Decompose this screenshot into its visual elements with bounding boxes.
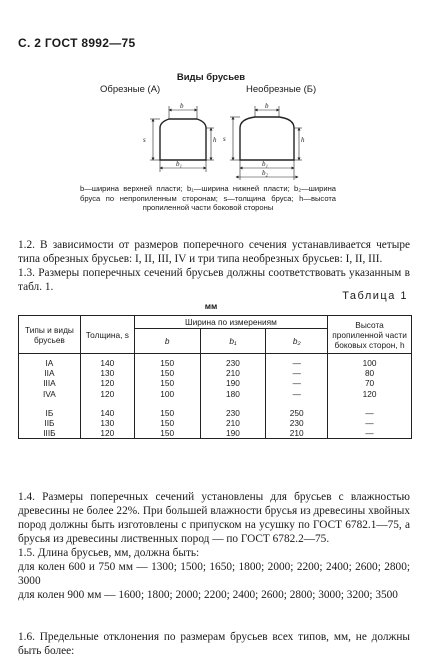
figure-label-b: Необрезные (Б) — [246, 84, 317, 95]
dim-s-label-b: s — [223, 135, 226, 143]
dimensions-table — [18, 315, 412, 439]
dim-b-label-b: b — [265, 102, 269, 110]
cell-b1: 210 — [200, 418, 266, 428]
col-header-height: Высота пропиленной части боковых сторон, h — [328, 316, 412, 354]
dim-b2-label-b: b₂ — [262, 169, 268, 177]
table-spacer-row — [19, 399, 412, 408]
col-header-b1: b₁ — [200, 329, 266, 354]
cell-type: IIA — [19, 368, 81, 378]
cell-b: 150 — [134, 354, 200, 369]
dim-b1-label-b: b₁ — [262, 160, 268, 168]
cell-s: 120 — [80, 428, 134, 439]
dim-s-label-a: s — [143, 136, 146, 144]
cell-type: IБ — [19, 408, 81, 418]
cell-type: IIIБ — [19, 428, 81, 439]
cell-s: 120 — [80, 378, 134, 388]
cell-type: IVA — [19, 389, 81, 399]
table-row — [19, 378, 412, 388]
table-row — [19, 368, 412, 378]
table-row — [19, 418, 412, 428]
table-row — [19, 389, 412, 399]
col-header-type: Типы и виды брусьев — [19, 316, 81, 354]
cell-h: 70 — [328, 378, 412, 388]
cell-type: IIIA — [19, 378, 81, 388]
cell-b: 150 — [134, 428, 200, 439]
table-row — [19, 354, 412, 369]
paragraph-1-5-lengths-600-750: для колен 600 и 750 мм — 1300; 1500; 1650; 1800; 2000; 2200; 2400; 2600; 2800; 3000 — [18, 561, 410, 587]
paragraph-1-5-lengths-900: для колен 900 мм — 1600; 1800; 2000; 2200; 2400; 2600; 2800; 3000; 3200; 3500 — [18, 589, 398, 601]
paragraph-1-2-text: 1.2. В зависимости от размеров поперечного сечения устанавливается четыре типа обрезных брусьев: I, II, III, IV и три типа необрезных брусьев: I, II, III. — [18, 239, 410, 265]
paragraph-1-2 — [18, 238, 410, 266]
cell-h: — — [328, 428, 412, 439]
cell-type: IA — [19, 354, 81, 369]
paragraph-1-5 — [18, 546, 410, 602]
beam-a-section — [143, 102, 217, 172]
cell-b2: — — [266, 378, 328, 388]
cell-b: 150 — [134, 378, 200, 388]
paragraph-1-5-intro: 1.5. Длина брусьев, мм, должна быть: — [18, 547, 200, 559]
figure-label-a: Обрезные (А) — [100, 84, 161, 95]
dim-h-label-b: h — [301, 136, 305, 144]
cell-s: 130 — [80, 418, 134, 428]
cell-b2: — — [266, 354, 328, 369]
table-row — [19, 428, 412, 439]
page-header: С. 2 ГОСТ 8992—75 — [18, 36, 136, 50]
dim-h-label-a: h — [213, 136, 217, 144]
beam-cross-section-diagram — [0, 0, 422, 200]
cell-b1: 180 — [200, 389, 266, 399]
cell-h: 120 — [328, 389, 412, 399]
cell-type: IIБ — [19, 418, 81, 428]
cell-b2: 210 — [266, 428, 328, 439]
cell-b: 100 — [134, 389, 200, 399]
cell-b1: 190 — [200, 428, 266, 439]
paragraph-1-3-text: 1.3. Размеры поперечных сечений брусьев должны соответствовать указанным в табл. 1. — [18, 267, 410, 293]
beam-b-section — [223, 102, 305, 180]
paragraph-1-6-text: 1.6. Предельные отклонения по размерам брусьев всех типов, мм, не должны быть более: — [18, 631, 410, 657]
cell-s: 130 — [80, 368, 134, 378]
table-label: Таблица 1 — [342, 290, 408, 302]
col-header-width-group: Ширина по измерениям — [134, 316, 327, 329]
cell-b: 150 — [134, 368, 200, 378]
cell-h: — — [328, 418, 412, 428]
cell-b: 150 — [134, 418, 200, 428]
col-header-b: b — [134, 329, 200, 354]
col-header-thickness: Толщина, s — [80, 316, 134, 354]
cell-b1: 230 — [200, 408, 266, 418]
cell-s: 120 — [80, 389, 134, 399]
cell-b1: 230 — [200, 354, 266, 369]
dim-b1-label-a: b₁ — [176, 160, 182, 168]
paragraph-1-4 — [18, 490, 410, 546]
dim-b-label-a: b — [180, 102, 184, 110]
paragraph-1-4-text: 1.4. Размеры поперечных сечений установлены для брусьев с влажностью древесины не более 22%. При большей влажности брусья из древесины хвойных пород должны быть изготовлены с припуском на усушку по ГОСТ 6782.1—75, а брусья из древесины лиственных пород — по ГОСТ 6782.2—75. — [18, 491, 410, 545]
col-header-b2: b₂ — [266, 329, 328, 354]
cell-h: — — [328, 408, 412, 418]
cell-s: 140 — [80, 354, 134, 369]
cell-s: 140 — [80, 408, 134, 418]
paragraph-1-6 — [18, 630, 410, 658]
figure-title: Виды брусьев — [176, 72, 246, 83]
cell-h: 100 — [328, 354, 412, 369]
cell-b2: 250 — [266, 408, 328, 418]
cell-b1: 190 — [200, 378, 266, 388]
figure-caption: b—ширина верхней пласти; b₁—ширина нижней пласти; b₂—ширина бруса по непропиленным сторонам; s—толщина бруса; h—высота пропиленной части боковой стороны — [80, 184, 336, 213]
cell-b1: 210 — [200, 368, 266, 378]
cell-b2: 230 — [266, 418, 328, 428]
cell-b2: — — [266, 389, 328, 399]
cell-b: 150 — [134, 408, 200, 418]
cell-h: 80 — [328, 368, 412, 378]
cell-b2: — — [266, 368, 328, 378]
table-units: мм — [204, 301, 218, 311]
table-row — [19, 408, 412, 418]
